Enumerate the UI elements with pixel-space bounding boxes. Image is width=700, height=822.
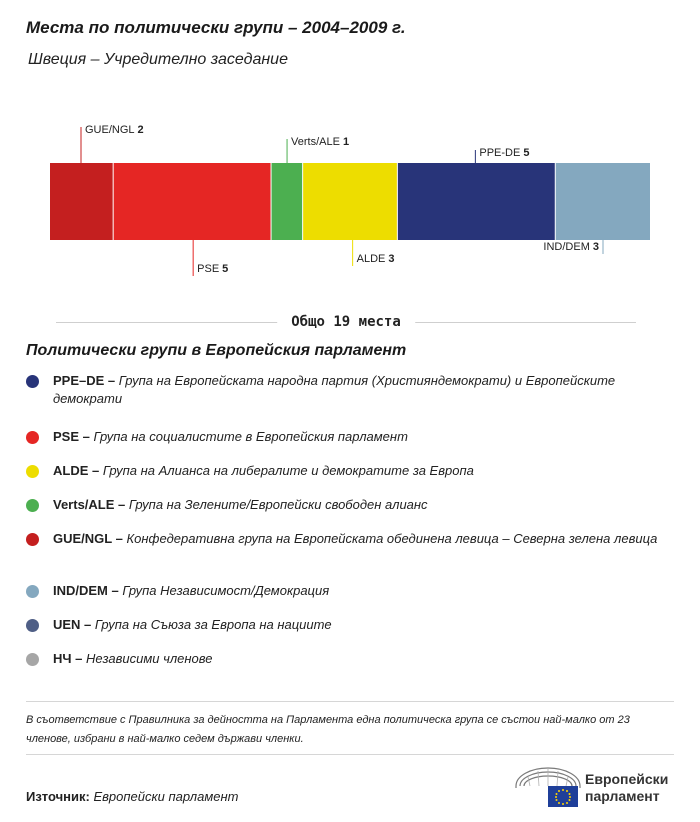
legend-dot-icon <box>26 619 39 632</box>
segment-label-name: GUE/NGL <box>85 124 135 136</box>
legend-abbr: ALDE – <box>53 463 100 478</box>
legend-text <box>53 372 663 408</box>
segment-label-value: 3 <box>592 241 599 253</box>
source <box>26 789 239 804</box>
bar-segment <box>113 163 271 240</box>
segment-label-name: PPE-DE <box>479 147 521 159</box>
logo-line-2: парламент <box>585 788 660 804</box>
legend-dot-icon <box>26 533 39 546</box>
legend-text <box>53 428 663 446</box>
logo-line-1: Европейски <box>585 771 669 787</box>
total-seats-label: Общо 19 места <box>277 314 415 330</box>
segment-label-value: 1 <box>342 136 350 148</box>
bar-segment <box>397 163 555 240</box>
parliament-emblem-icon <box>514 764 582 810</box>
legend-abbr: UEN – <box>53 617 92 632</box>
segment-label-name: ALDE <box>356 253 386 265</box>
bar-segment <box>50 163 113 240</box>
page-title: Места по политически групи – 2004–2009 г. <box>26 18 406 37</box>
legend-abbr: НЧ – <box>53 651 83 666</box>
note-divider-bottom <box>26 754 674 755</box>
page-subtitle: Швеция – Учредително заседание <box>28 51 288 68</box>
segment-label-value: 2 <box>137 124 144 136</box>
legend-abbr: PSE – <box>53 429 90 444</box>
legend-description: Група на Алианса на либералите и демократите за Европа <box>99 463 474 478</box>
legend-description: Група Независимост/Демокрация <box>118 583 330 598</box>
legend-text <box>53 650 663 668</box>
total-seats <box>56 312 636 332</box>
segment-label <box>543 241 599 253</box>
segment-label-value: 5 <box>523 147 530 159</box>
legend-description: Група на социалистите в Европейския парламент <box>89 429 408 444</box>
legend-description: Група на Зелените/Европейски свободен алианс <box>125 497 428 512</box>
legend-dot-icon <box>26 375 39 388</box>
legend-abbr: GUE/NGL – <box>53 531 123 546</box>
legend-dot-icon <box>26 465 39 478</box>
source-label: Източник: <box>26 789 90 804</box>
legend-description: Група на Съюза за Европа на нациите <box>91 617 332 632</box>
legend-description: Група на Европейската народна партия (Християндемократи) и Европейските демократи <box>53 373 616 406</box>
legend-description: Независими членове <box>82 651 213 666</box>
legend-dot-icon <box>26 431 39 444</box>
bar-segment <box>303 163 398 240</box>
legend-text <box>53 530 663 548</box>
bar-segment <box>555 163 650 240</box>
segment-label-name: IND/DEM <box>543 241 590 253</box>
seats-bar-chart <box>0 0 700 300</box>
legend-dot-icon <box>26 653 39 666</box>
legend-abbr: PPE–DE – <box>53 373 116 388</box>
legend-text <box>53 582 663 600</box>
segment-label <box>357 253 395 265</box>
legend-heading: Политически групи в Европейския парламент <box>26 342 407 359</box>
segment-label <box>479 147 529 159</box>
segment-label-value: 5 <box>222 263 229 275</box>
legend-abbr: Verts/ALE – <box>53 497 126 512</box>
legend-text <box>53 616 663 634</box>
legend-description: Конфедеративна група на Европейската обединена левица – Северна зелена левица <box>122 531 658 546</box>
european-parliament-logo <box>514 764 684 810</box>
segment-label-value: 3 <box>388 253 395 265</box>
legend-text <box>53 496 663 514</box>
segment-label <box>291 136 349 148</box>
footnote: В съответствие с Правилника за дейността на Парламента една политическа група се състои най-малко от 23 членове, избрани в най-малко седем държави членки. <box>26 714 630 745</box>
note-divider-top <box>26 701 674 702</box>
legend-dot-icon <box>26 585 39 598</box>
segment-label <box>197 263 228 275</box>
source-value: Европейски парламент <box>89 789 239 804</box>
legend-dot-icon <box>26 499 39 512</box>
segment-label <box>85 124 144 136</box>
logo-text <box>585 771 668 805</box>
legend-abbr: IND/DEM – <box>53 583 119 598</box>
segment-label-name: Verts/ALE <box>291 136 340 148</box>
legend-text <box>53 462 663 480</box>
segment-label-name: PSE <box>197 263 220 275</box>
bar-segment <box>271 163 303 240</box>
